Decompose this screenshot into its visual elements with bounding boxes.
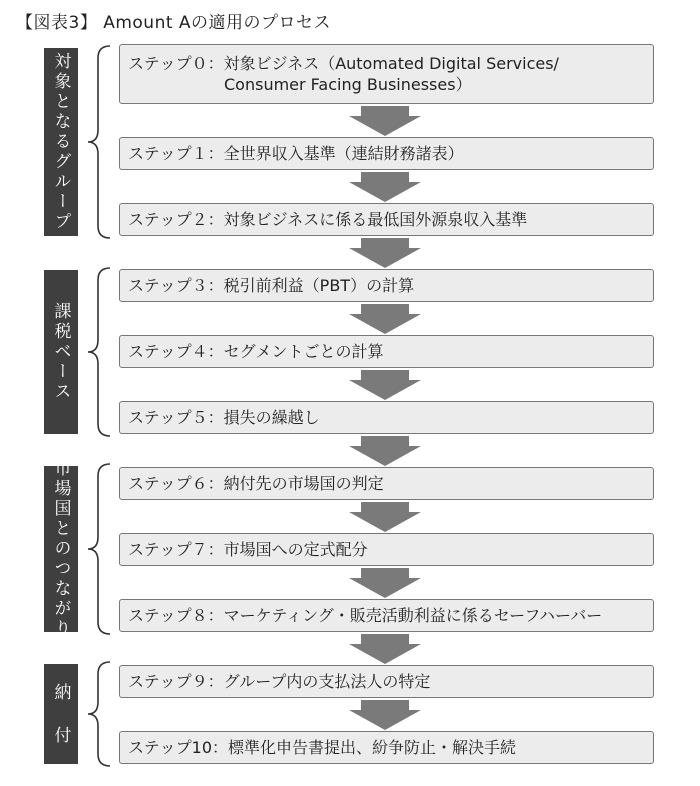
brace-tax-base: [84, 266, 114, 438]
down-arrow-icon: [349, 436, 421, 466]
step-10-box: [119, 731, 654, 764]
step-10-text: ステップ10：標準化申告書提出、紛争防止・解決手続: [128, 738, 517, 757]
down-arrow-icon: [349, 568, 421, 598]
step-0-box: [119, 44, 654, 104]
group-label-tax-base: 課税ベース: [44, 270, 78, 434]
step-1-text: ステップ１：全世界収入基準（連結財務諸表）: [128, 144, 464, 163]
down-arrow-icon: [349, 502, 421, 532]
step-3-box: [119, 269, 654, 302]
step-3-text: ステップ３：税引前利益（PBT）の計算: [128, 276, 415, 295]
step-2-text: ステップ２：対象ビジネスに係る最低国外源泉収入基準: [128, 210, 528, 229]
down-arrow-icon: [349, 304, 421, 334]
group-label-payment: 納 付: [44, 664, 78, 764]
step-8-text: ステップ８：マーケティング・販売活動利益に係るセーフハーバー: [128, 606, 603, 625]
step-2-box: [119, 203, 654, 236]
step-9-text: ステップ９：グループ内の支払法人の特定: [128, 672, 431, 691]
down-arrow-icon: [349, 700, 421, 730]
figure-title: 【図表3】 Amount Aの適用のプロセス: [16, 13, 332, 33]
step-1-box: [119, 137, 654, 170]
down-arrow-icon: [349, 106, 421, 136]
down-arrow-icon: [349, 172, 421, 202]
group-label-target-group: 対象となるグループ: [44, 48, 78, 236]
step-6-box: [119, 467, 654, 500]
group-label-market-nexus: 市場国とのつながり: [44, 466, 78, 632]
step-5-box: [119, 401, 654, 434]
brace-target-group: [84, 44, 114, 240]
brace-payment: [84, 660, 114, 768]
step-9-box: [119, 665, 654, 698]
down-arrow-icon: [349, 370, 421, 400]
step-6-text: ステップ６：納付先の市場国の判定: [128, 474, 384, 493]
down-arrow-icon: [349, 238, 421, 268]
step-8-box: [119, 599, 654, 632]
brace-market-nexus: [84, 462, 114, 636]
step-7-box: [119, 533, 654, 566]
step-0-text: ステップ０：対象ビジネス（Automated Digital Services/ Consumer Facing Businesses）: [128, 54, 559, 94]
step-4-box: [119, 335, 654, 368]
step-4-text: ステップ４：セグメントごとの計算: [128, 342, 384, 361]
down-arrow-icon: [349, 634, 421, 664]
step-7-text: ステップ７：市場国への定式配分: [128, 540, 368, 559]
step-5-text: ステップ５：損失の繰越し: [128, 408, 320, 427]
